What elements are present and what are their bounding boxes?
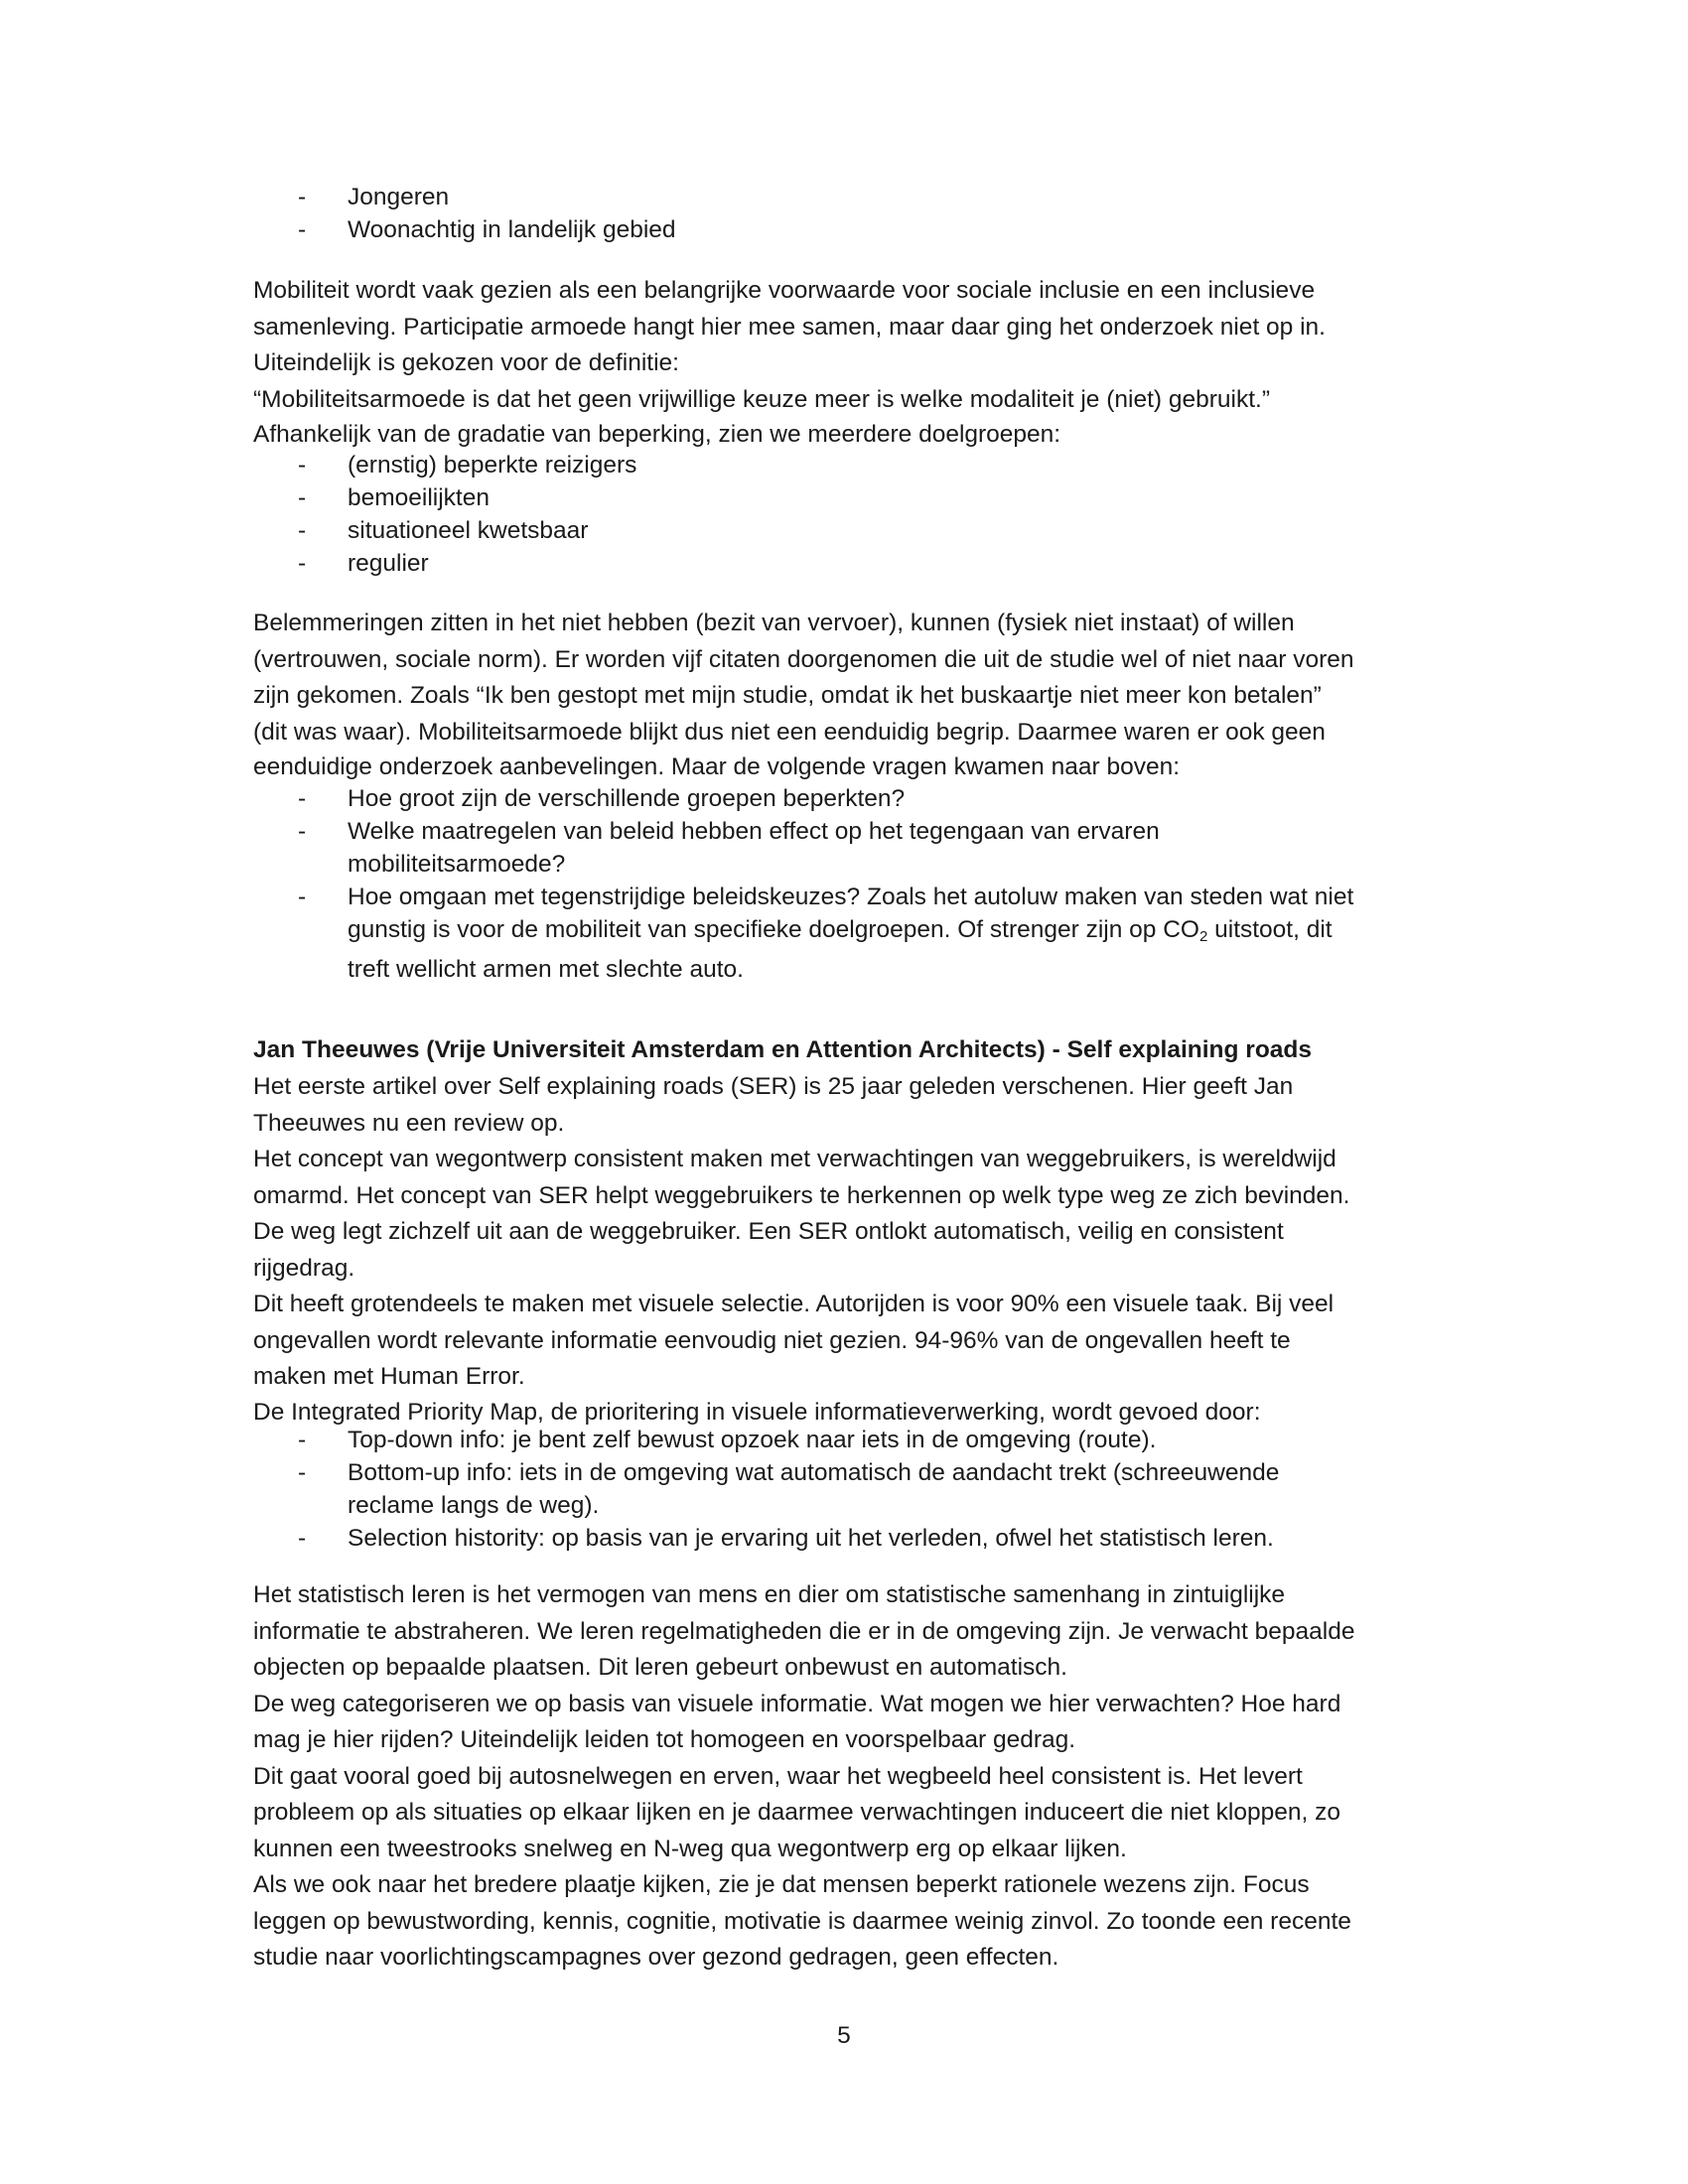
list-item: - Woonachtig in landelijk gebied bbox=[253, 213, 1455, 246]
dash-bullet: - bbox=[298, 1459, 307, 1486]
bullet-list-doelgroepen bbox=[253, 449, 1455, 580]
paragraph-statistical-learning: Het statistisch leren is het vermogen van mens en dier om statistische samenhang in zintuiglijke informatie te abstraheren. We leren regelmatigheden die er in de omgeving zijn. Je verwacht bepaalde objecten op bepaalde plaatsen. Dit leren gebeurt onbewust en automatisch. De weg categoriseren we op basis van visuele informatie. Wat mogen we hier verwachten? Hoe hard mag je hier rijden? Uiteindelijk leiden tot homogeen en voorspelbaar gedrag. Dit gaat vooral goed bij autosnelwegen en erven, waar het wegbeeld heel consistent is. Het levert probleem op als situaties op elkaar lijken en je daarmee verwachtingen induceert die niet kloppen, zo kunnen een tweestrooks snelweg en N-weg qua wegontwerp erg op elkaar lijken. Als we ook naar het bredere plaatje kijken, zie je dat mensen beperkt rationele wezens zijn. Focus leggen op bewustwording, kennis, cognitie, motivatie is daarmee weinig zinvol. Zo toonde een recente studie naar voorlichtingscampagnes over gezond gedragen, geen effecten. bbox=[253, 1581, 1355, 1971]
page-number: 5 bbox=[837, 2022, 851, 2049]
list-item: - Jongeren bbox=[253, 181, 1455, 213]
list-item: - (ernstig) beperkte reizigers bbox=[253, 449, 1455, 481]
dash-bullet: - bbox=[298, 484, 307, 511]
dash-bullet: - bbox=[298, 550, 307, 577]
paragraph-self-explaining-roads: Het eerste artikel over Self explaining roads (SER) is 25 jaar geleden verschenen. Hier geeft Jan Theeuwes nu een review op. Het concept van wegontwerp consistent maken met verwachtingen van weggebruikers, is wereldwijd omarmd. Het concept van SER helpt weggebruikers te herkennen op welk type weg ze zich bevinden. De weg legt zichzelf uit aan de weggebruiker. Een SER ontlokt automatisch, veilig en consistent rijgedrag. Dit heeft grotendeels te maken met visuele selectie. Autorijden is voor 90% een visuele taak. Bij veel ongevallen wordt relevante informatie eenvoudig niet gezien. 94-96% van de ongevallen heeft te maken met Human Error. De Integrated Priority Map, de prioritering in visuele informatieverwerking, wordt gevoed door: bbox=[253, 1073, 1350, 1426]
dash-bullet: - bbox=[298, 818, 307, 845]
dash-bullet: - bbox=[298, 785, 307, 812]
dash-bullet: - bbox=[298, 1525, 307, 1552]
list-item: - Hoe groot zijn de verschillende groepen beperkten? bbox=[253, 782, 1455, 815]
dash-bullet: - bbox=[298, 884, 307, 910]
list-item: - Welke maatregelen van beleid hebben effect op het tegengaan van ervaren mobiliteitsarmoede? bbox=[253, 815, 1455, 881]
list-item: - regulier bbox=[253, 547, 1455, 580]
dash-bullet: - bbox=[298, 184, 307, 210]
list-item: - Hoe omgaan met tegenstrijdige beleidskeuzes? Zoals het autoluw maken van steden wat niet gunstig is voor de mobiliteit van specifieke doelgroepen. Of strenger zijn op $CO_2$ uitstoot, dit treft wellicht armen met slechte auto. bbox=[253, 881, 1455, 986]
bullet-list-questions bbox=[253, 782, 1455, 986]
section-heading: Jan Theeuwes (Vrije Universiteit Amsterdam en Attention Architects) - Self explaining roads bbox=[253, 1036, 1313, 1063]
dash-bullet: - bbox=[298, 452, 307, 478]
list-item: - Top-down info: je bent zelf bewust opzoek naar iets in de omgeving (route). bbox=[253, 1424, 1455, 1456]
list-item: - Bottom-up info: iets in de omgeving wat automatisch de aandacht trekt (schreeuwende reclame langs de weg). bbox=[253, 1456, 1455, 1522]
list-item: - Selection histority: op basis van je ervaring uit het verleden, ofwel het statistisch leren. bbox=[253, 1522, 1455, 1555]
dash-bullet: - bbox=[298, 517, 307, 544]
paragraph-mobility-definition: Mobiliteit wordt vaak gezien als een belangrijke voorwaarde voor sociale inclusie en een inclusieve samenleving. Participatie armoede hangt hier mee samen, maar daar ging het onderzoek niet op in. Uiteindelijk is gekozen voor de definitie: “Mobiliteitsarmoede is dat het geen vrijwillige keuze meer is welke modaliteit je (niet) gebruikt.” Afhankelijk van de gradatie van beperking, zien we meerdere doelgroepen: bbox=[253, 277, 1326, 448]
bullet-list-target-groups bbox=[253, 181, 1455, 246]
list-item: - bemoeilijkten bbox=[253, 481, 1455, 514]
dash-bullet: - bbox=[298, 216, 307, 243]
list-item: - situationeel kwetsbaar bbox=[253, 514, 1455, 547]
dash-bullet: - bbox=[298, 1427, 307, 1453]
paragraph-belemmeringen: Belemmeringen zitten in het niet hebben (bezit van vervoer), kunnen (fysiek niet instaat) of willen (vertrouwen, sociale norm). Er worden vijf citaten doorgenomen die uit de studie wel of niet naar voren zijn gekomen. Zoals “Ik ben gestopt met mijn studie, omdat ik het buskaartje niet meer kon betalen” (dit was waar). Mobiliteitsarmoede blijkt dus niet een eenduidig begrip. Daarmee waren er ook geen eenduidige onderzoek aanbevelingen. Maar de volgende vragen kwamen naar boven: bbox=[253, 610, 1354, 780]
document-page bbox=[253, 0, 1455, 2184]
bullet-list-priority-map bbox=[253, 1424, 1455, 1555]
